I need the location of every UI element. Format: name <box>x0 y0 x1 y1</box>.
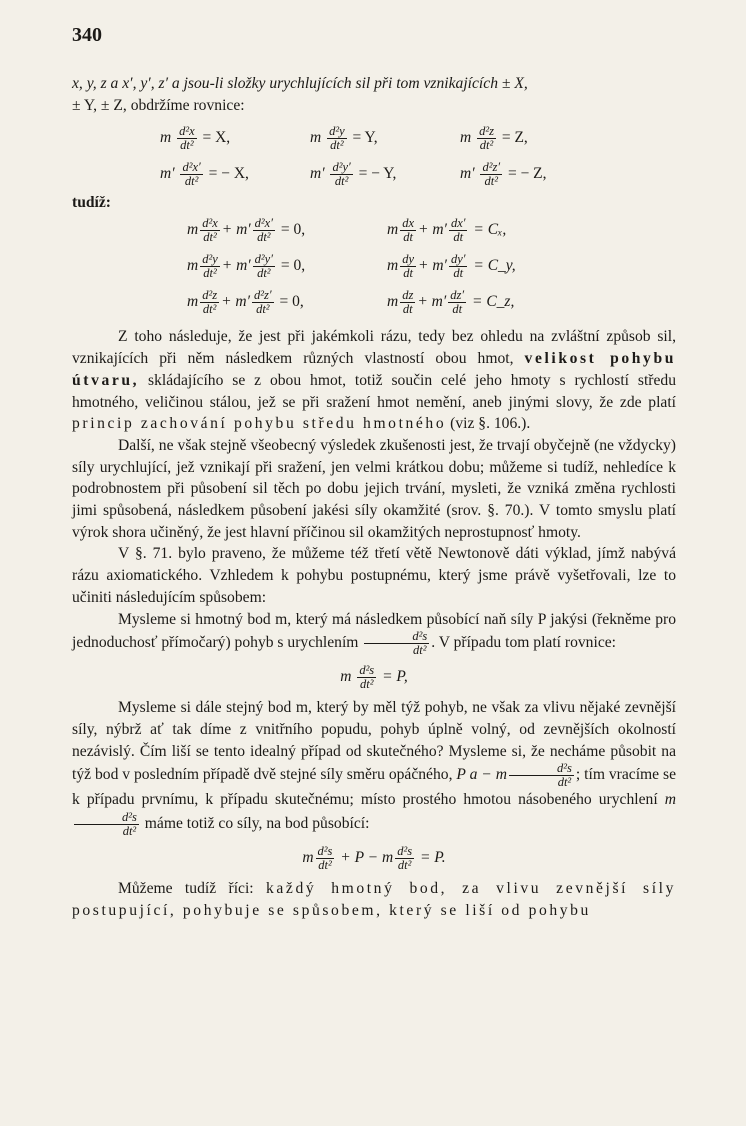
paragraph-point-mass: Mysleme si hmotný bod m, který má následkem působící naň síly P jakýsi (řekněme pro jednoduchosť přímočarý) pohyb s urychlením $\frac{\text{d²s}}{\text{dt²}}$ . V případu tom platí rovnice: <box>72 610 676 658</box>
equation-row <box>187 248 676 284</box>
equation: m $\frac{dz}{dt}$ + m′ $\frac{dz'}{dt}$ = C_z, <box>387 287 515 316</box>
equation-single: m $\frac{\text{d²s}}{\text{dt²}}$ = P, <box>340 663 408 692</box>
paragraph-conclusion: Můžeme tudíž říci: každý hmotný bod, za vlivu zevnější síly postupující, pohybuje se spůsobem, který se liší od pohybu <box>72 880 676 919</box>
equation-row <box>187 284 676 320</box>
intro-line-1: x, y, z a x′, y′, z′ a jsou-li složky urychlujících sil při tom vznikajících ± X, <box>72 75 528 92</box>
equation-row <box>160 156 676 192</box>
equation: m $\frac{\text{d²x}}{\text{dt²}}$ = X, <box>160 123 231 152</box>
intro-line-2: ± Y, ± Z, obdržíme rovnice: <box>72 96 245 114</box>
paragraph-conservation: Z toho následuje, že jest při jakémkoli rázu, tedy bez ohledu na zvláštní způsob sil, vznikajících při něm následkem různých vlastností obou hmot, velikost pohybu útvaru, skládajícího se z obou hmot, totiž součin celé jeho hmoty s rychlostí středu hmotného, veličinou stálou, jež se při sražení hmot nemění, aneb jinými slovy, že zde platí princip zachování pohybu středu hmotného (viz §. 106.). <box>72 328 677 433</box>
equation-row <box>187 212 676 248</box>
equation: m $\frac{\text{d²y}}{\text{dt²}}$ + m′ $\frac{\text{d²y′}}{\text{dt²}}$ = 0, <box>187 251 306 280</box>
paragraph-newton: V §. 71. bylo praveno, že můžeme též třetí větě Newtonově dáti výklad, jímž nabývá rázu axiomatického. Vzhledem k pohybu postupnému, který jsme právě vyšetřovali, lze to učiniti následujícím spůsobem: <box>72 545 676 606</box>
paragraph-instant-forces: Další, ne však stejně všeobecný výsledek zkušenosti jest, že trvají obyčejně (ne vždycky) síly urychlující, jež vznikají při sražení, jen velmi krátkou dobu; můžeme si tudíž, nehledíce k podrobnostem při působení sil těch po dobu jejich trvání, mysleti, že vzniká změna rychlosti jimi spůsobená, následkem působení jakési síly okamžité (srov. §. 70.). V tomto smyslu platí výrok shora učiněný, že jest hlavní příčinou sil okamžitých neprostupnosť hmoty. <box>72 436 676 541</box>
equation: m $\frac{dy}{dt}$ + m′ $\frac{dy'}{dt}$ = C_y, <box>387 251 516 280</box>
equation: m $\frac{\text{d²z}}{\text{dt²}}$ = Z, <box>460 123 528 152</box>
equations-block-2 <box>187 212 676 320</box>
equation-row <box>160 120 676 156</box>
equation: m $\frac{\text{d²z}}{\text{dt²}}$ + m′ $\frac{\text{d²z′}}{\text{dt²}}$ = 0, <box>187 287 304 316</box>
equation: m $\frac{\text{d²y}}{\text{dt²}}$ = Y, <box>310 123 378 152</box>
equation: m $\frac{\text{d²x}}{\text{dt²}}$ + m′ $\frac{\text{d²x′}}{\text{dt²}}$ = 0, <box>187 215 306 244</box>
equation: m′ $\frac{\text{d²x′}}{\text{dt²}}$ = − X, <box>160 159 249 188</box>
equations-block-1 <box>160 120 676 192</box>
tudiz-label: tudíž: <box>72 194 111 212</box>
page-number: 340 <box>72 24 102 46</box>
equation: m′ $\frac{\text{d²z′}}{\text{dt²}}$ = − Z, <box>460 159 547 188</box>
equation: m′ $\frac{\text{d²y′}}{\text{dt²}}$ = − Y, <box>310 159 397 188</box>
equation-final: m $\frac{\text{d²s}}{\text{dt²}}$ + P − m $\frac{\text{d²s}}{\text{dt²}}$ = P. <box>302 844 446 872</box>
equation: m $\frac{dx}{dt}$ + m′ $\frac{dx'}{dt}$ = Cₓ, <box>387 215 507 244</box>
paragraph-ideal-case: Mysleme si dále stejný bod m, který by měl týž pohyb, ne však za vlivu nějaké zevnější síly, nýbrž ať tak díme z vnitřního popudu, pohyb úplně volný, od zevnějších okolností nezávislý. Čím liší se tento idealný případ od skutečného? Mysleme si, že necháme působit na týž bod v posledním případě dvě stejné síly směru opáčného, P a − m $\frac{\text{d²s}}{\text{dt²}}$ ; tím vracíme se k případu prvnímu, k případu skutečnému; místo prostého hmotou násobeného urychlení m $\frac{\text{d²s}}{\text{dt²}}$ máme totiž co síly, na bod působící: <box>72 699 676 839</box>
